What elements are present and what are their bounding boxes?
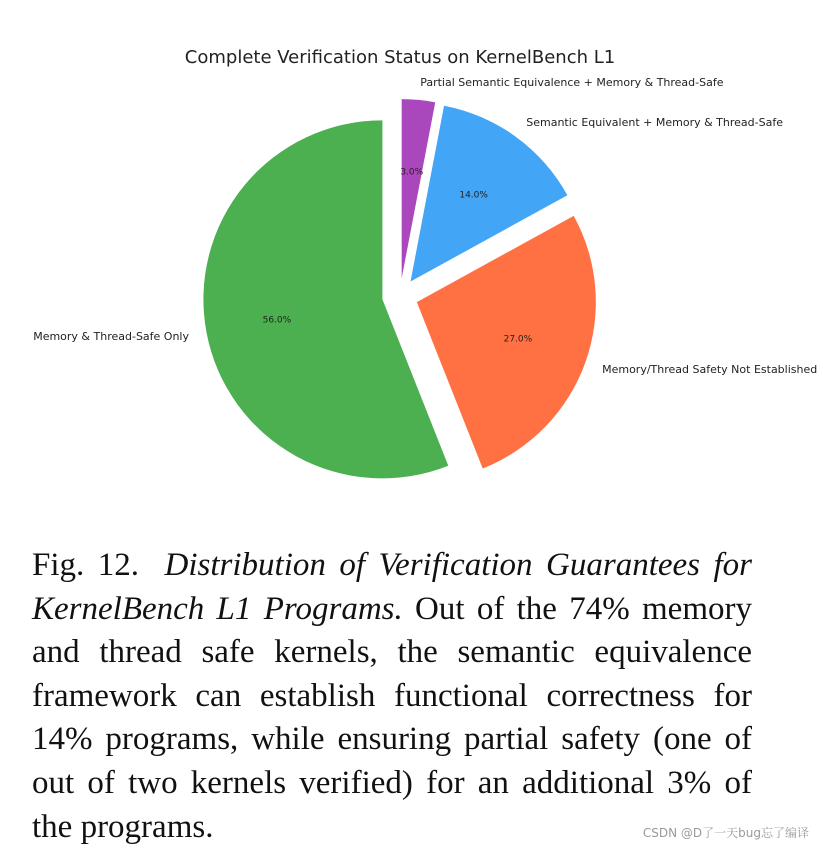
chart-title: Complete Verification Status on KernelBench L1 — [184, 47, 616, 68]
pie-slices — [203, 99, 595, 478]
slice-category-label: Partial Semantic Equivalence + Memory & Thread-Safe — [420, 76, 724, 90]
slice-percent-label: 3.0% — [400, 167, 424, 178]
slice-percent-label: 14.0% — [459, 190, 488, 201]
figure-caption — [32, 544, 752, 849]
slice-percent-label: 56.0% — [262, 315, 292, 326]
slice-category-label: Memory/Thread Safety Not Established — [602, 362, 818, 376]
slice-percent-label: 27.0% — [503, 334, 533, 345]
figure-title: Distribution of Verification Guarantees for KernelBench L1 Programs. — [32, 547, 753, 627]
figure-body: Out of the 74% memory and thread safe kernels, the semantic equivalence framework can establish functional correctness for 14% programs, while ensuring partial safety (one of out of two kernels verified) for an additional 3% of the programs. — [32, 590, 752, 845]
slice-category-label: Semantic Equivalent + Memory & Thread-Safe — [526, 116, 783, 130]
watermark: CSDN @D了一天bug忘了编译 — [642, 826, 809, 840]
slice-category-label: Memory & Thread-Safe Only — [33, 330, 190, 344]
figure-number: Fig. 12. — [32, 547, 140, 583]
